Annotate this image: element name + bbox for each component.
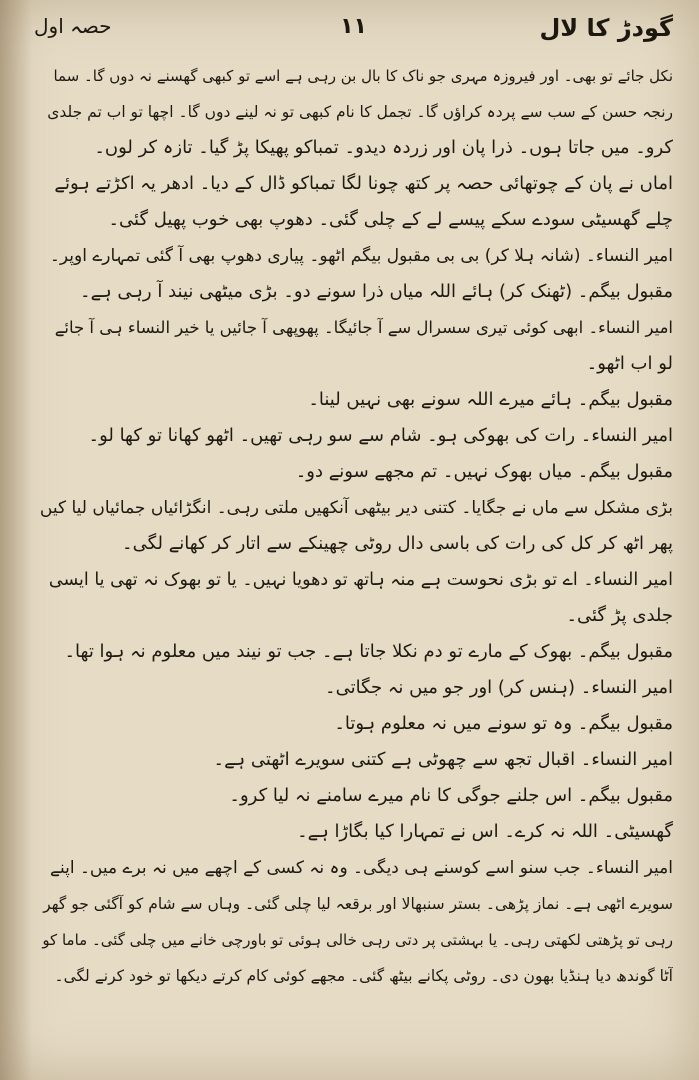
text-line: مقبول بیگم۔ اس جلنے جوگی کا نام میرے سامنے نہ لیا کرو۔ <box>229 785 673 806</box>
text-line: امیر النساء۔ اقبال تجھ سے چھوٹی ہے کتنی سویرے اٹھتی ہے۔ <box>213 749 673 770</box>
text-line: مقبول بیگم۔ بھوک کے مارے تو دم نکلا جاتا ہے۔ جب تو نیند میں معلوم نہ ہوا تھا۔ <box>64 641 673 662</box>
text-line: مقبول بیگم۔ ہائے میرے اللہ سونے بھی نہیں لینا۔ <box>308 389 673 410</box>
text-line: سویرے اٹھی ہے۔ نماز پڑھی۔ بستر سنبھالا اور برقعہ لیا چلی گئی۔ وہاں سے شام کو آگئی جو گھر <box>43 895 673 913</box>
text-line: مقبول بیگم۔ وہ تو سونے میں نہ معلوم ہوتا۔ <box>334 713 673 734</box>
text-line: اماں نے پان کے چوتھائی حصہ پر کتھ چونا لگا تمباکو ڈال کے دیا۔ ادھر یہ اکڑتے ہوئے <box>54 173 673 194</box>
text-line: امیر النساء۔ رات کی بھوکی ہو۔ شام سے سو رہی تھیں۔ اٹھو کھانا تو کھا لو۔ <box>88 425 673 446</box>
text-line: آٹا گوندھ دیا ہنڈیا بھون دی۔ روٹی پکانے بیٹھ گئی۔ مجھے کوئی کام کرتے دیکھا تو خود کرنے لگی۔ <box>54 967 673 985</box>
body-text <box>38 58 673 994</box>
text-line: چلے گھسیٹی سودے سکے پیسے لے کے چلی گئی۔ دھوپ بھی خوب پھیل گئی۔ <box>108 209 673 230</box>
text-line: بڑی مشکل سے ماں نے جگایا۔ کتنی دیر بیٹھی آنکھیں ملتی رہی۔ انگڑائیاں جمائیاں لیا کیں <box>39 498 673 518</box>
text-line: لو اب اٹھو۔ <box>586 353 673 374</box>
text-line: پھر اٹھ کر کل کی رات کی باسی دال روٹی چھینکے سے اتار کر کھانے لگی۔ <box>122 533 673 554</box>
text-line: گھسیٹی۔ اللہ نہ کرے۔ اس نے تمہارا کیا بگاڑا ہے۔ <box>297 821 673 842</box>
text-line: نکل جائے تو بھی۔ اور فیروزہ مہری جو ناک کا بال بن رہی ہے اسے تو کبھی گھسنے نہ دوں گا۔ سما <box>53 67 673 85</box>
text-line: رنجہ حسن کے سب سے پردہ کراؤں گا۔ تجمل کا نام کبھی تو نہ لینے دوں گا۔ اچھا تو اب تم جلدی <box>47 103 673 121</box>
text-line: جلدی پڑ گئی۔ <box>566 605 673 626</box>
text-line: رہی تو پڑھتی لکھتی رہی۔ یا بہشتی پر دتی رہی خالی ہوئی تو باورچی خانے میں چلی گئی۔ ماما کو <box>42 931 673 949</box>
text-line: امیر النساء۔ جب سنو اسے کوسنے ہی دیگی۔ وہ نہ کسی کے اچھے میں نہ برے میں۔ اپنے <box>50 858 673 878</box>
page-header <box>34 14 673 54</box>
page-edge-shadow <box>0 0 32 1080</box>
text-line: امیر النساء۔ (ہنس کر) اور جو میں نہ جگاتی۔ <box>325 677 673 698</box>
page-number: ۱۱ <box>340 14 367 39</box>
section-label: حصہ اول <box>34 14 112 38</box>
text-line: مقبول بیگم۔ میاں بھوک نہیں۔ تم مجھے سونے دو۔ <box>295 461 673 482</box>
text-line: مقبول بیگم۔ (ٹھنک کر) ہائے اللہ میاں ذرا سونے دو۔ بڑی میٹھی نیند آ رہی ہے۔ <box>80 281 673 302</box>
text-line: امیر النساء۔ (شانہ ہلا کر) بی بی مقبول بیگم اٹھو۔ پیاری دھوپ بھی آ گئی تمہارے اوپر۔ <box>49 246 673 266</box>
text-line: امیر النساء۔ اے تو بڑی نحوست ہے منہ ہاتھ تو دھویا نہیں۔ یا تو بھوک نہ تھی یا ایسی <box>48 570 673 590</box>
text-line: امیر النساء۔ ابھی کوئی تیری سسرال سے آ جائیگا۔ پھوپھی آ جائیں یا خیر النساء ہی آ جائے <box>54 318 673 337</box>
text-line: کرو۔ میں جاتا ہوں۔ ذرا پان اور زردہ دیدو۔ تمباکو پھیکا پڑ گیا۔ تازہ کر لوں۔ <box>94 137 673 158</box>
running-title: گودڑ کا لال <box>539 14 673 42</box>
